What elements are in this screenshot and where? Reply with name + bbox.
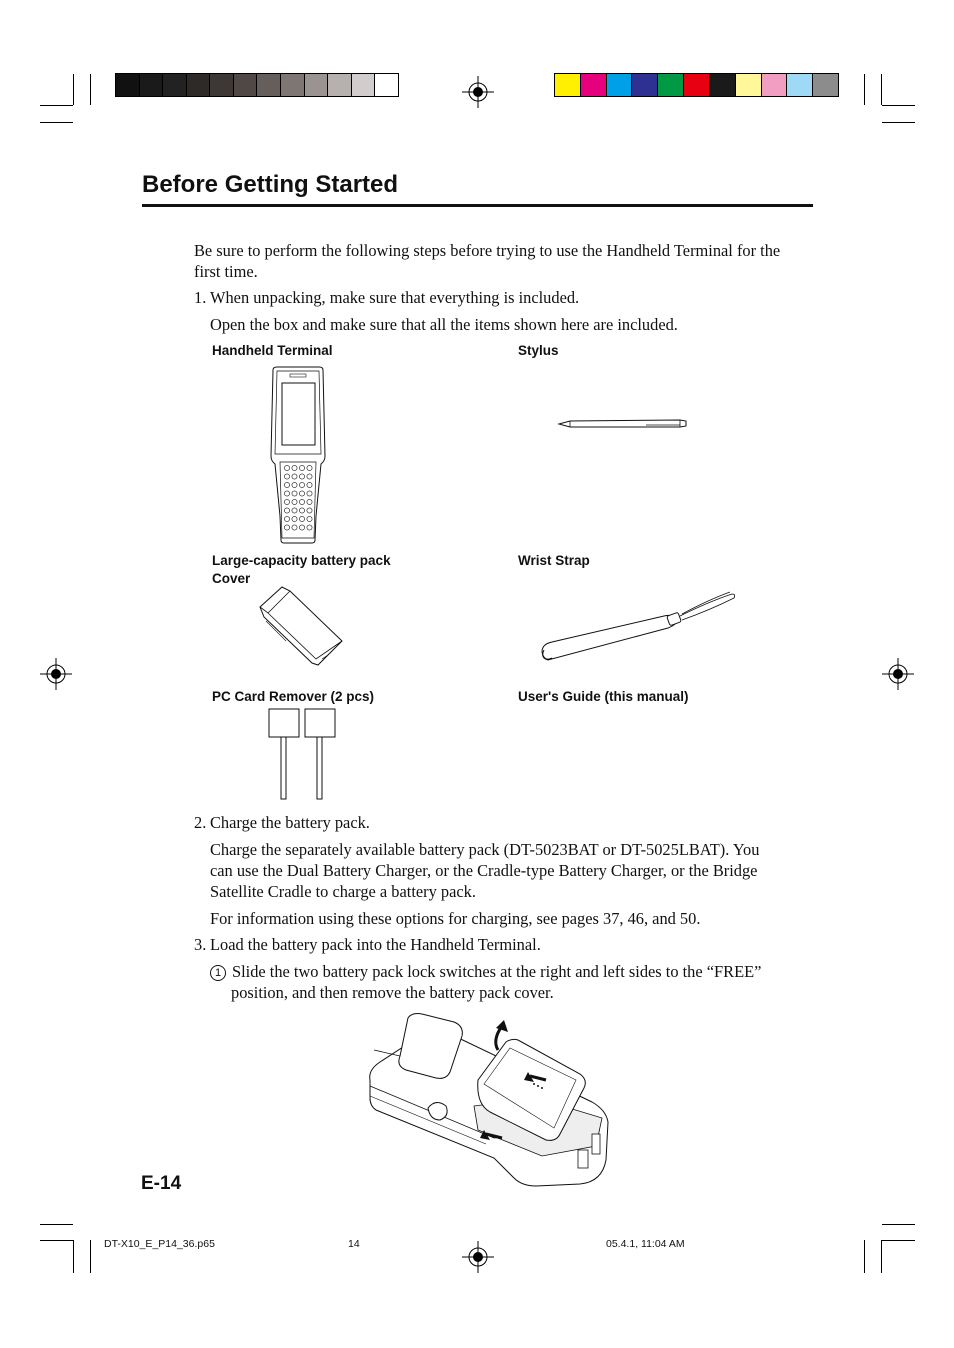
color-swatch: [632, 74, 658, 96]
keypad-key: [292, 465, 297, 470]
step-1-text: When unpacking, make sure that everything is included.: [210, 288, 580, 307]
keypad-key: [299, 525, 304, 530]
step-3-substep-line2: position, and then remove the battery pack cover.: [231, 983, 554, 1002]
step-3-substep-marker: 1: [210, 965, 226, 981]
keypad-key: [284, 516, 289, 521]
keypad-key: [292, 516, 297, 521]
color-swatch: [210, 74, 234, 96]
color-swatch: [116, 74, 140, 96]
keypad-key: [307, 499, 312, 504]
color-calibration-bar: [554, 73, 839, 97]
step-3-substep: [210, 961, 810, 1003]
keypad-key: [292, 482, 297, 487]
label-pc-card-remover: PC Card Remover (2 pcs): [212, 689, 375, 704]
label-battery-cover: [212, 552, 391, 588]
color-swatch: [762, 74, 788, 96]
keypad-key: [307, 465, 312, 470]
keypad-key: [299, 474, 304, 479]
keypad-key: [292, 474, 297, 479]
color-swatch: [787, 74, 813, 96]
title-underline: [142, 204, 813, 207]
keypad-key: [292, 499, 297, 504]
label-handheld-terminal: Handheld Terminal: [212, 343, 333, 358]
keypad-key: [284, 491, 289, 496]
keypad-key: [299, 499, 304, 504]
color-swatch: [658, 74, 684, 96]
label-battery-cover-line2: Cover: [212, 571, 251, 586]
step-3-number: 3.: [194, 935, 207, 954]
step-2-text: Charge the battery pack.: [210, 813, 370, 832]
keypad-key: [284, 465, 289, 470]
label-battery-cover-line1: Large-capacity battery pack: [212, 553, 391, 568]
color-swatch: [281, 74, 305, 96]
battery-cover-illustration: [256, 585, 348, 667]
keypad-key: [299, 465, 304, 470]
keypad-key: [299, 508, 304, 513]
step-2: [194, 812, 809, 833]
registration-mark-top: [462, 76, 494, 108]
color-swatch: [607, 74, 633, 96]
color-swatch: [187, 74, 211, 96]
keypad-key: [284, 474, 289, 479]
keypad-key: [284, 482, 289, 487]
keypad-key: [284, 525, 289, 530]
keypad-key: [307, 516, 312, 521]
registration-mark-right: [882, 658, 914, 690]
label-wrist-strap: Wrist Strap: [518, 553, 590, 568]
step-2-detail: [210, 839, 810, 902]
handheld-terminal-illustration: [268, 366, 328, 544]
step-2-detail-line1: Charge the separately available battery pack (DT-5023BAT or DT-5025LBAT). You: [210, 840, 760, 859]
keypad-key: [307, 491, 312, 496]
step-3-substep-line1: Slide the two battery pack lock switches at the right and left sides to the “FREE”: [232, 962, 762, 981]
color-swatch: [710, 74, 736, 96]
footer-timestamp: 05.4.1, 11:04 AM: [606, 1238, 685, 1250]
step-1-detail: Open the box and make sure that all the items shown here are included.: [210, 315, 678, 334]
step-2-detail-line2: can use the Dual Battery Charger, or the Cradle-type Battery Charger, or the Bridge: [210, 861, 758, 880]
keypad-key: [292, 508, 297, 513]
keypad-key: [299, 482, 304, 487]
keypad-key: [299, 491, 304, 496]
keypad-key: [307, 508, 312, 513]
battery-removal-illustration: [366, 1010, 614, 1188]
color-swatch: [352, 74, 376, 96]
step-1: [194, 287, 809, 308]
color-swatch: [305, 74, 329, 96]
step-2-info: For information using these options for charging, see pages 37, 46, and 50.: [210, 909, 701, 928]
step-3: [194, 934, 809, 955]
color-swatch: [140, 74, 164, 96]
keypad-key: [292, 491, 297, 496]
color-swatch: [328, 74, 352, 96]
footer-file-name: DT-X10_E_P14_36.p65: [104, 1238, 215, 1250]
grayscale-calibration-bar: [115, 73, 399, 97]
color-swatch: [813, 74, 838, 96]
color-swatch: [581, 74, 607, 96]
step-3-text: Load the battery pack into the Handheld Terminal.: [210, 935, 541, 954]
footer-page: 14: [348, 1238, 360, 1250]
step-2-number: 2.: [194, 813, 207, 832]
intro-paragraph: Be sure to perform the following steps before trying to use the Handheld Terminal for the first time.: [194, 241, 781, 281]
stylus-illustration: [558, 416, 690, 432]
color-swatch: [555, 74, 581, 96]
registration-mark-left: [40, 658, 72, 690]
step-2-detail-line3: Satellite Cradle to charge a battery pack.: [210, 882, 476, 901]
registration-mark-bottom: [462, 1241, 494, 1273]
step-1-number: 1.: [194, 288, 207, 307]
color-swatch: [375, 74, 398, 96]
page-title: Before Getting Started: [142, 171, 399, 198]
color-swatch: [736, 74, 762, 96]
keypad-key: [307, 525, 312, 530]
label-stylus: Stylus: [518, 343, 559, 358]
color-swatch: [257, 74, 281, 96]
keypad-key: [307, 482, 312, 487]
keypad-key: [307, 474, 312, 479]
pc-card-remover-illustration: [268, 708, 338, 802]
keypad-key: [292, 525, 297, 530]
wrist-strap-illustration: [538, 590, 738, 666]
keypad-key: [284, 499, 289, 504]
label-users-guide: User's Guide (this manual): [518, 689, 689, 704]
color-swatch: [684, 74, 710, 96]
color-swatch: [163, 74, 187, 96]
keypad-key: [284, 508, 289, 513]
page-number: E-14: [141, 1173, 182, 1194]
color-swatch: [234, 74, 258, 96]
keypad-key: [299, 516, 304, 521]
